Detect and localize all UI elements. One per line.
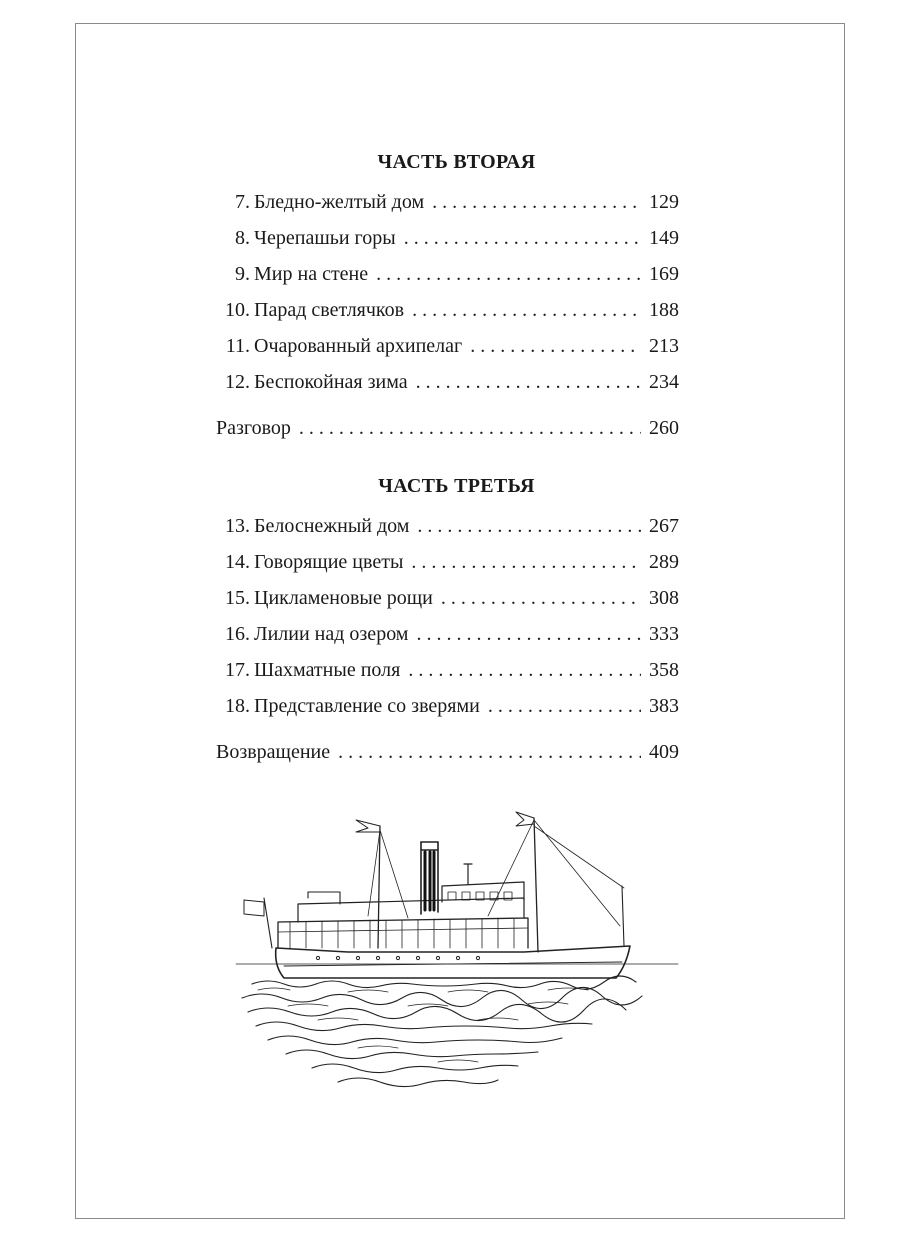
dot-leader <box>432 184 641 220</box>
toc-entry <box>216 580 679 616</box>
chapter-number: 13. <box>225 515 250 537</box>
chapter-title: Бледно-желтый дом <box>254 191 425 213</box>
dot-leader <box>411 544 641 580</box>
page-number: 260 <box>649 417 679 439</box>
part-three-title: ЧАСТЬ ТРЕТЬЯ <box>378 475 535 497</box>
chapter-number: 12. <box>225 371 250 393</box>
chapter-number: 15. <box>225 587 250 609</box>
page-number: 234 <box>649 371 679 393</box>
page-number: 213 <box>649 335 679 357</box>
toc-entry <box>216 184 679 220</box>
chapter-title: Лилии над озером <box>254 623 409 645</box>
chapter-title: Черепашьи горы <box>254 227 396 249</box>
chapter-title: Мир на стене <box>254 263 369 285</box>
dot-leader <box>376 256 641 292</box>
toc-entry <box>216 652 679 688</box>
page-number: 358 <box>649 659 679 681</box>
dot-leader <box>299 410 641 446</box>
dot-leader <box>412 292 641 328</box>
dot-leader <box>408 652 641 688</box>
page-number: 149 <box>649 227 679 249</box>
toc-entry-interlude <box>216 410 679 446</box>
toc-entry <box>216 364 679 400</box>
page-number: 289 <box>649 551 679 573</box>
chapter-title: Цикламеновые рощи <box>254 587 433 609</box>
page-number: 333 <box>649 623 679 645</box>
chapter-number: 8. <box>235 227 250 249</box>
interlude-title: Разговор <box>216 417 291 439</box>
chapter-number: 14. <box>225 551 250 573</box>
chapter-number: 18. <box>225 695 250 717</box>
chapter-title: Шахматные поля <box>254 659 401 681</box>
chapter-number: 9. <box>235 263 250 285</box>
chapter-title: Парад светлячков <box>254 299 405 321</box>
page-number: 409 <box>649 741 679 763</box>
page-number: 308 <box>649 587 679 609</box>
page-number: 267 <box>649 515 679 537</box>
page-number: 129 <box>649 191 679 213</box>
page-number: 188 <box>649 299 679 321</box>
interlude-title: Возвращение <box>216 741 331 763</box>
toc-entry <box>216 292 679 328</box>
table-of-contents <box>216 150 679 770</box>
part-two-title: ЧАСТЬ ВТОРАЯ <box>377 151 536 173</box>
toc-entry <box>216 688 679 724</box>
chapter-title: Представление со зверями <box>254 695 480 717</box>
toc-entry <box>216 256 679 292</box>
page-number: 169 <box>649 263 679 285</box>
dot-leader <box>338 734 641 770</box>
toc-entry <box>216 328 679 364</box>
dot-leader <box>470 328 641 364</box>
toc-entry <box>216 508 679 544</box>
chapter-title: Говорящие цветы <box>254 551 404 573</box>
page-number: 383 <box>649 695 679 717</box>
dot-leader <box>416 616 641 652</box>
chapter-number: 16. <box>225 623 250 645</box>
chapter-number: 11. <box>225 335 250 357</box>
steamship-illustration <box>228 806 690 1106</box>
dot-leader <box>404 220 641 256</box>
chapter-title: Беспокойная зима <box>254 371 408 393</box>
toc-entry-interlude <box>216 734 679 770</box>
dot-leader <box>416 364 641 400</box>
chapter-number: 10. <box>225 299 250 321</box>
toc-entry <box>216 616 679 652</box>
chapter-title: Очарованный архипелаг <box>254 335 463 357</box>
chapter-number: 7. <box>235 191 250 213</box>
toc-entry <box>216 544 679 580</box>
toc-entry <box>216 220 679 256</box>
chapter-number: 17. <box>225 659 250 681</box>
dot-leader <box>441 580 641 616</box>
chapter-title: Белоснежный дом <box>254 515 410 537</box>
dot-leader <box>488 688 641 724</box>
dot-leader <box>417 508 641 544</box>
